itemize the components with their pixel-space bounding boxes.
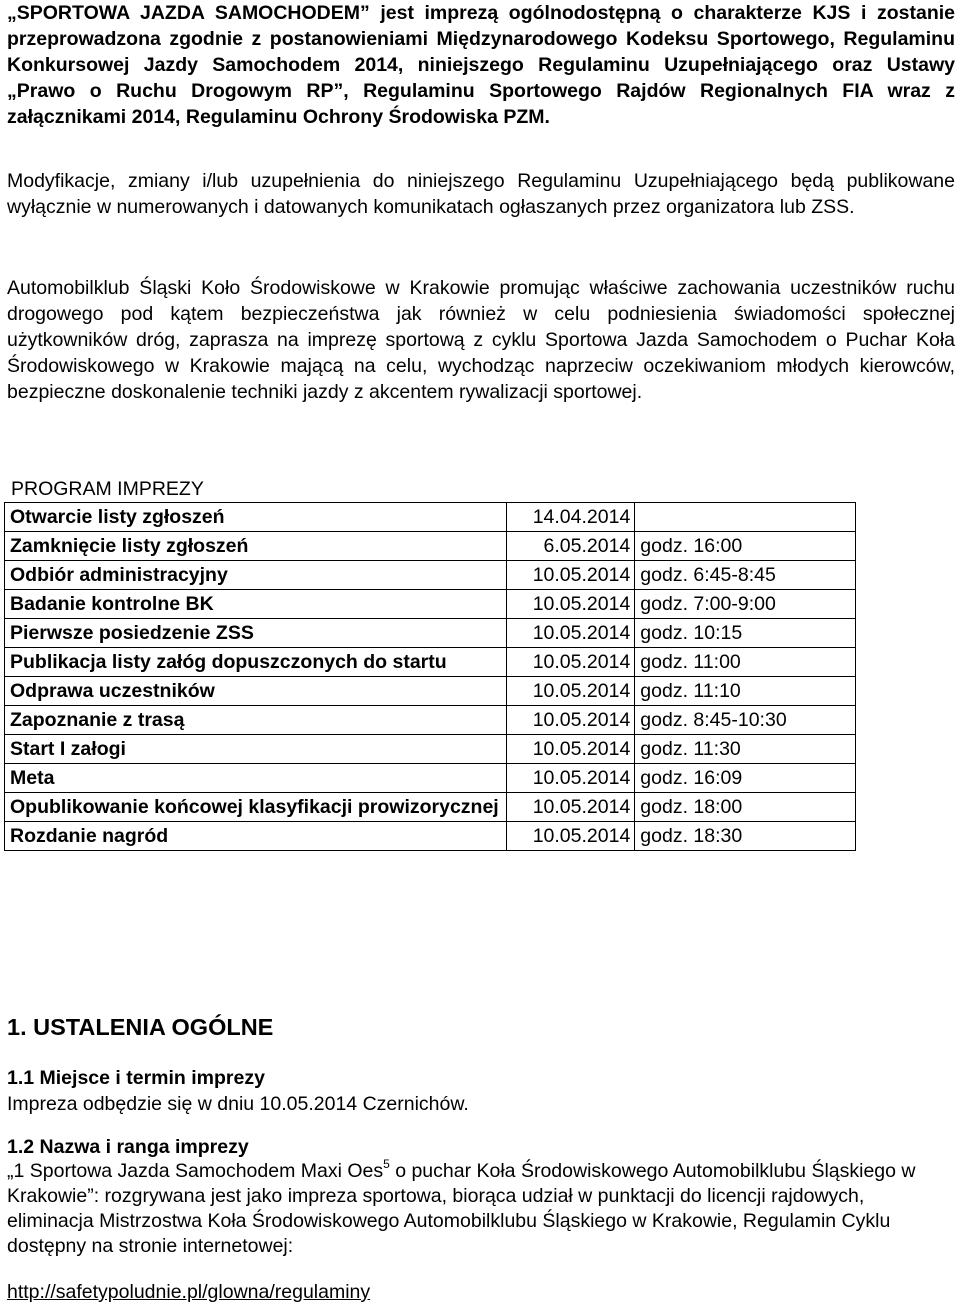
program-time: godz. 18:30	[635, 822, 856, 851]
program-table	[4, 502, 856, 851]
program-row	[5, 619, 856, 648]
subsection-heading-name-rank: 1.2 Nazwa i ranga imprezy	[7, 1136, 249, 1158]
program-event: Badanie kontrolne BK	[5, 590, 507, 619]
program-date: 10.05.2014	[507, 735, 635, 764]
program-event: Odbiór administracyjny	[5, 561, 507, 590]
program-time: godz. 6:45-8:45	[635, 561, 856, 590]
intro-bold-paragraph: „SPORTOWA JAZDA SAMOCHODEM” jest imprezą ogólnodostępną o charakterze KJS i zostanie przeprowadzona zgodnie z postanowieniami Międzynarodowego Kodeksu Sportowego, Regulaminu Konkursowej Jazdy Samochodem 2014, niniejszego Regulaminu Uzupełniającego oraz Ustawy „Prawo o Ruchu Drogowym RP”, Regulaminu Sportowego Rajdów Regionalnych FIA wraz z załącznikami 2014, Regulaminu Ochrony Środowiska PZM.	[7, 2, 955, 128]
program-event: Meta	[5, 764, 507, 793]
program-date: 10.05.2014	[507, 590, 635, 619]
program-row	[5, 764, 856, 793]
program-event: Opublikowanie końcowej klasyfikacji prowizorycznej	[5, 793, 507, 822]
program-date: 10.05.2014	[507, 706, 635, 735]
program-date: 10.05.2014	[507, 648, 635, 677]
program-time: godz. 16:00	[635, 532, 856, 561]
program-row	[5, 648, 856, 677]
modifications-paragraph: Modyfikacje, zmiany i/lub uzupełnienia do niniejszego Regulaminu Uzupełniającego będą publikowane wyłącznie w numerowanych i datowanych komunikatach ogłaszanych przez organizatora lub ZSS.	[7, 170, 955, 218]
subsection-heading-place-date: 1.1 Miejsce i termin imprezy	[7, 1067, 265, 1089]
program-row	[5, 822, 856, 851]
program-time: godz. 11:30	[635, 735, 856, 764]
program-date: 10.05.2014	[507, 561, 635, 590]
program-event: Start I załogi	[5, 735, 507, 764]
program-row	[5, 590, 856, 619]
program-event: Odprawa uczestników	[5, 677, 507, 706]
program-title: PROGRAM IMPREZY	[11, 478, 204, 500]
program-time: godz. 7:00-9:00	[635, 590, 856, 619]
program-date: 10.05.2014	[507, 677, 635, 706]
name-rank-text-start: „1 Sportowa Jazda Samochodem Maxi Oes	[7, 1160, 384, 1182]
program-event: Pierwsze posiedzenie ZSS	[5, 619, 507, 648]
program-row	[5, 503, 856, 532]
program-time: godz. 11:00	[635, 648, 856, 677]
program-event: Rozdanie nagród	[5, 822, 507, 851]
program-time: godz. 8:45-10:30	[635, 706, 856, 735]
regulations-link[interactable]: http://safetypoludnie.pl/glowna/regulaminy	[7, 1281, 371, 1303]
program-row	[5, 532, 856, 561]
program-event: Publikacja listy załóg dopuszczonych do startu	[5, 648, 507, 677]
club-paragraph: Automobilklub Śląski Koło Środowiskowe w Krakowie promując właściwe zachowania uczestników ruchu drogowego pod kątem bezpieczeństwa jak również w celu podniesienia świadomości społecznej użytkowników dróg, zaprasza na imprezę sportową z cyklu Sportowa Jazda Samochodem o Puchar Koła Środowiskowego w Krakowie mającą na celu, wychodząc naprzeciw oczekiwaniom młodych kierowców, bezpieczne doskonalenie techniki jazdy z akcentem rywalizacji sportowej.	[7, 277, 955, 403]
section-heading: 1. USTALENIA OGÓLNE	[7, 1014, 274, 1040]
superscript: 5	[383, 1157, 390, 1171]
program-time: godz. 18:00	[635, 793, 856, 822]
name-rank-text-rest: o puchar Koła Środowiskowego Automobilklubu Śląskiego w Krakowie”: rozgrywana jest jako impreza sportowa, biorąca udział w punktacji do licencji rajdowych, eliminacja Mistrzostwa Koła Środowiskowego Automobilklubu Śląskiego w Krakowie, Regulamin Cyklu dostępny na stronie internetowej:	[7, 1160, 916, 1257]
program-date: 10.05.2014	[507, 793, 635, 822]
program-time	[635, 503, 856, 532]
program-row	[5, 735, 856, 764]
program-time: godz. 10:15	[635, 619, 856, 648]
program-date: 6.05.2014	[507, 532, 635, 561]
program-date: 14.04.2014	[507, 503, 635, 532]
program-date: 10.05.2014	[507, 619, 635, 648]
program-row	[5, 706, 856, 735]
program-row	[5, 793, 856, 822]
program-time: godz. 16:09	[635, 764, 856, 793]
subsection-text-place-date: Impreza odbędzie się w dniu 10.05.2014 Czernichów.	[7, 1093, 469, 1115]
subsection-text-name-rank	[7, 1159, 955, 1259]
program-date: 10.05.2014	[507, 764, 635, 793]
program-event: Otwarcie listy zgłoszeń	[5, 503, 507, 532]
program-date: 10.05.2014	[507, 822, 635, 851]
program-event: Zamknięcie listy zgłoszeń	[5, 532, 507, 561]
program-row	[5, 677, 856, 706]
program-event: Zapoznanie z trasą	[5, 706, 507, 735]
program-time: godz. 11:10	[635, 677, 856, 706]
program-row	[5, 561, 856, 590]
